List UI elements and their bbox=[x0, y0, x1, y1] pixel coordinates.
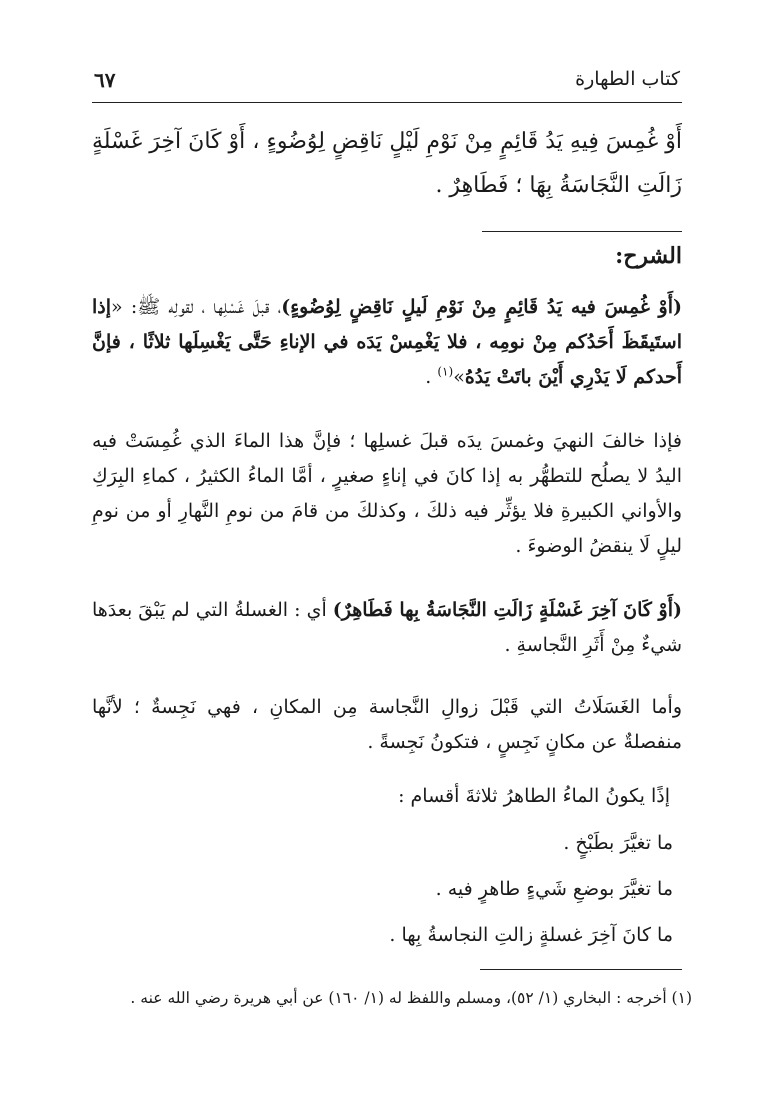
quoted-matn-2: (أَوْ كَانَ آخِرَ غَسْلَةٍ زَالَتِ النَّجَاسَةُ بِها فَطَاهِرٌ) bbox=[332, 599, 682, 621]
summary-item-2: ما تغيَّرَ بوضعِ شَيءٍ طاهرٍ فيه . bbox=[435, 878, 673, 900]
running-title: كتاب الطهارة bbox=[575, 68, 680, 90]
footnote-ref[interactable]: (١) bbox=[437, 364, 454, 379]
paragraph-3-rest: أي : الغسلةُ التي لم يَبْقَ بعدَها شيءٌ مِنْ أَثَرِ النَّجاسةِ . bbox=[92, 599, 682, 656]
summary-intro: إذًا يكونُ الماءُ الطاهرُ ثلاثةَ أقسام : bbox=[398, 785, 670, 807]
quoted-matn-1: (أَوْ غُمِسَ فيه يَدُ قَائِمٍ مِنْ نَوْمِ لَيلٍ نَاقِضٍ لِوُضُوءٍ) bbox=[281, 296, 682, 318]
matn-divider bbox=[482, 231, 682, 232]
sharh-paragraph-2: فإذا خالفَ النهيَ وغمسَ يدَه قبلَ غسلِها ؛ فإنَّ هذا الماءَ الذي غُمِسَتْ فيه اليدُ لا يصلُح للتطهُّر به إذا كانَ في إناءٍ صغيرٍ ، أمَّا الماءُ الكثيرُ ، كماءِ البِرَكِ والأواني الكبيرةِ فلا يؤثِّر فيه ذلكَ ، وكذلكَ من قامَ من نومِ النَّهارِ أو من نومِ ليلٍ لَا ينقضُ الوضوءَ . bbox=[92, 430, 682, 557]
sharh-paragraph-3 bbox=[92, 593, 682, 663]
sharh-paragraph-4: وأما الغَسَلَاتُ التي قَبْلَ زوالِ النَّجاسة مِن المكانِ ، فهي نَجِسةٌ ؛ لأنَّها منفصلةٌ عن مكانٍ نَجِسٍ ، فتكونُ نَجِسةً . bbox=[92, 696, 682, 753]
footnote-divider bbox=[480, 969, 682, 970]
matn-text: أَوْ غُمِسَ فِيهِ يَدُ قَائِمٍ مِنْ نَوْمِ لَيْلٍ نَاقِضٍ لِوُضُوءٍ ، أَوْ كَانَ آخِرَ غَسْلَةٍ زَالَتِ النَّجَاسَةُ بِهَا ؛ فَطَاهِرٌ . bbox=[92, 129, 682, 198]
paragraph-1-mid: ، قبلَ غَسْلِها ، لقولِه ﷺ: « bbox=[111, 296, 282, 318]
footnote: (١) أخرجه : البخاري (١/ ٥٢)، ومسلم واللفظ له (١/ ١٦٠) عن أبي هريرة رضي الله عنه . bbox=[130, 989, 692, 1007]
sharh-paragraph-1 bbox=[92, 290, 682, 395]
hadith-text: إذا استَيقَظَ أَحَدُكم مِنْ نومِه ، فلا يَغْمِسْ يَدَه في الإناءِ حَتَّى يَغْسِلَها ثلاثًا ، فإنَّ أَحدكم لَا يَدْرِي أَيْنَ باتَتْ يَدُهُ bbox=[92, 296, 682, 388]
hadith-close: » bbox=[453, 366, 465, 388]
page-header bbox=[92, 62, 682, 103]
summary-item-3: ما كانَ آخِرَ غسلةٍ زالتِ النجاسةُ بِها . bbox=[389, 924, 673, 946]
paragraph-1-tail: . bbox=[425, 366, 438, 388]
page-number: ٦٧ bbox=[94, 68, 116, 92]
summary-item-1: ما تغيَّرَ بطَبْخٍ . bbox=[563, 832, 673, 854]
sharh-heading: الشرح: bbox=[615, 243, 682, 269]
